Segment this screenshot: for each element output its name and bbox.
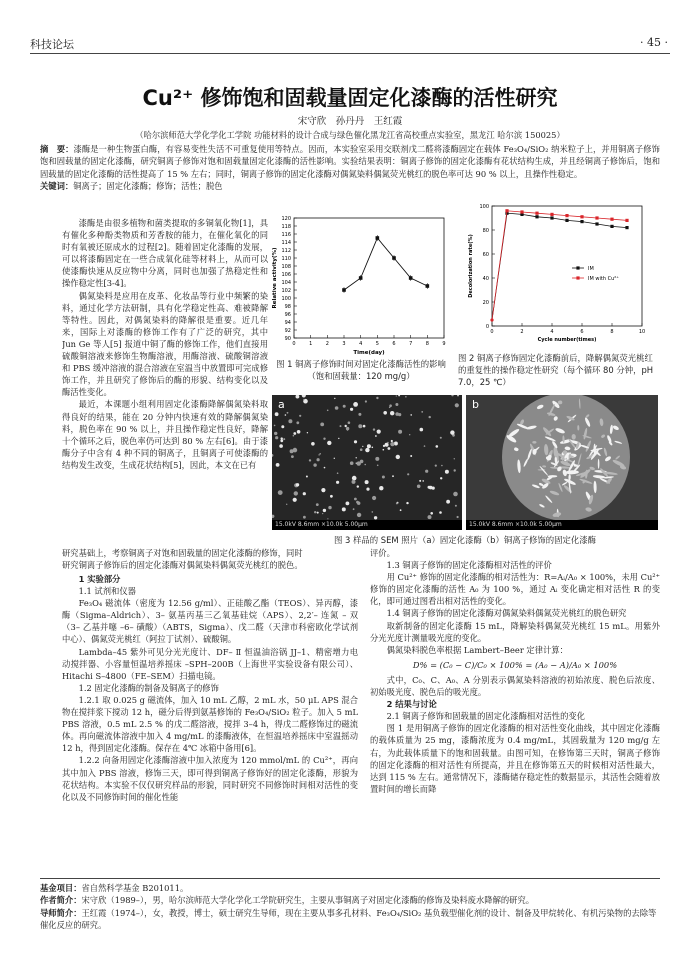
x-tick-label: 4 [550, 329, 554, 335]
y-tick-label: 100 [281, 296, 291, 302]
data-point [610, 225, 613, 228]
keywords-label: 关键词： [40, 181, 74, 192]
x-tick-label: 7 [409, 341, 413, 347]
paragraph: 评价。 [370, 548, 395, 558]
series-line [492, 213, 627, 320]
footnotes [40, 882, 660, 931]
sem-particle [334, 398, 335, 399]
sem-particle [350, 408, 353, 411]
series-line [492, 211, 627, 320]
sem-particle [302, 395, 306, 398]
sem-particle [293, 498, 297, 502]
sem-particle [328, 506, 331, 509]
sem-petal [598, 459, 600, 469]
data-point [580, 220, 583, 223]
text-line: 研究基础上，考察铜离子对饱和固载量的固定化漆酶的修饰，同时 [62, 548, 303, 558]
sem-particle [374, 516, 377, 519]
intro-paragraph: 漆酶是由很多植物和菌类提取的多铜氧化物[1]，具有催化多种酚类物质和芳香胺的能力，在催化氧化的同时有氧被还原成水的过程[2]。随着固定化漆酶的发展，可以将漆酶固定在一些合成氧化硅等材料上，从而可以使漆酶快速从反应物中分离，同时也加强了热稳定性和操作稳定性[3-4]。 [62, 218, 268, 289]
sem-particle [365, 400, 367, 402]
sem-particle [454, 469, 456, 471]
sem-particle [296, 395, 300, 399]
sem-particle [360, 460, 364, 464]
sem-particle [343, 405, 346, 408]
sem-particle [410, 414, 412, 416]
y-tick-label: 100 [479, 204, 489, 210]
data-point [535, 212, 538, 215]
sem-particle [358, 413, 361, 416]
data-point [426, 284, 430, 288]
y-axis-label: Relative activity(%) [272, 247, 278, 309]
sem-particle [385, 443, 389, 447]
sem-particle [272, 515, 274, 518]
x-tick-label: 2 [325, 341, 329, 347]
subsection-heading: 1.3 铜离子修饰的固定化漆酶相对活性的评价 [386, 560, 552, 571]
x-tick-label: 8 [610, 329, 614, 335]
sem-particle [320, 423, 324, 427]
sem-particle [383, 411, 387, 415]
sem-particle [303, 492, 306, 495]
legend-marker [576, 276, 579, 279]
author-note: 作者简介：宋守欣（1989–），男，哈尔滨师范大学化学化工学院研究生，主要从事铜离子对固定化漆酶的修饰及染料废水降解的研究。 [40, 895, 535, 906]
sem-particle [363, 425, 366, 428]
funding-note: 基金项目：省自然科学基金 B201011。 [40, 883, 189, 893]
sem-particle [293, 432, 296, 435]
formula: D% = (C₀ − C)/C₀ × 100% = (A₀ − A)/A₀ × 100% [412, 659, 618, 670]
sem-particle [287, 412, 289, 414]
paragraph: 1.2.1 取 0.025 g 磁流体，加入 10 mL 乙醇，2 mL 水，50 μL APS 混合物在搅拌浆下搅动 12 h，磁分后得到氨基修饰的 Fe₃O₄/SiO₂ 粒子。加入 5 mL PBS 溶液，0.5 mL 2.5 % 的戊二醛溶液，搅拌 3–4 h，得戊二醛修饰过的磁流体。再向磁流体溶液中加入 4 mg/mL 的漆酶液体，在恒温培养摇床中室温摇动 12 h，得到固定化漆酶。保存在 4℃ 冰箱中备用[6]。 [62, 694, 358, 754]
x-tick-label: 8 [425, 341, 429, 347]
legend-label: IM with Cu²⁺ [588, 276, 619, 282]
y-tick-label: 112 [281, 248, 291, 254]
sem-particle [350, 461, 354, 465]
sem-particle [358, 424, 362, 428]
sem-particle [322, 513, 323, 514]
authors: 宋守欣 孙丹丹 王红霞 [297, 116, 403, 127]
y-tick-label: 94 [284, 320, 291, 326]
sem-particle [377, 430, 381, 434]
sem-particle [346, 427, 349, 430]
y-tick-label: 108 [281, 264, 291, 270]
y-tick-label: 102 [281, 288, 291, 294]
figure-2-chart [458, 200, 658, 348]
sem-scale-bar-b: 15.0kV 8.6mm ×10.0k 5.00μm [466, 520, 658, 530]
data-point [565, 219, 568, 222]
abstract-text: 漆酶是一种生物蛋白酶，有容易变性失活不可重复使用等特点。因而，本实验室采用交联剂戊二醛将漆酶固定在载体 Fe₃O₄/SiO₂ 纳米粒子上，并用铜离子修饰饱和固载量的固定化漆酶，研究铜离子修饰对饱和固载量固定化漆酶的活性影响。实验结果表明：铜离子修饰的固定化漆酶有花状结构生成，并且经铜离子修饰后，饱和固载量的固定化漆酶的活性提高了 15 % 左右；同时，铜离子修饰的固定化漆酶对偶氮染料偶氮荧光桃红的脱色率可达 90 % 以上，且操作性稳定。 [40, 144, 660, 179]
sem-particle [439, 511, 442, 514]
sem-particle [345, 425, 347, 427]
sem-particle [291, 455, 294, 458]
sem-particle [388, 447, 391, 450]
y-tick-label: 0 [485, 324, 489, 330]
y-tick-label: 106 [281, 272, 291, 278]
sem-particle [311, 442, 315, 446]
sem-label-b: b [472, 398, 479, 411]
legend-marker [576, 266, 579, 269]
sem-particle [327, 441, 331, 445]
sem-particle [346, 502, 350, 506]
sem-particle [353, 402, 358, 407]
sem-particle [281, 437, 283, 439]
sem-particle [324, 467, 326, 469]
paragraph: Fe₃O₄ 磁流体（密度为 12.56 g/ml）、正硅酸乙酯（TEOS）、异丙醇，漆酶（Sigma–Aldrich）、3– 氨基丙基三乙氧基硅烷（APS）、2,2′– 连氮 – 双（3– 乙基并噻 –6– 磺酸）（ABTS，Sigma）、戊二醛（天津市科密欧化学试剂中心）、偶氮荧光桃红（阿拉丁试剂）、硫酸铜。 [62, 598, 358, 645]
sem-particle [360, 448, 363, 451]
data-point [409, 276, 413, 280]
sem-particle [457, 395, 459, 396]
x-tick-label: 5 [375, 341, 379, 347]
data-point [595, 222, 598, 225]
sem-particle [366, 488, 369, 491]
sem-particle [405, 396, 407, 398]
x-axis-label: Time(day) [353, 350, 385, 356]
sem-particle [314, 511, 316, 513]
sem-particle [382, 476, 385, 479]
sem-particle [429, 416, 431, 418]
y-tick-label: 120 [281, 216, 291, 222]
sem-particle [451, 395, 453, 396]
sem-particle [400, 509, 402, 511]
sem-particle [422, 480, 424, 482]
subsection-heading: 2.1 铜离子修饰和固载量的固定化漆酶相对活性的变化 [386, 711, 585, 722]
sem-particle [390, 442, 394, 446]
results-column [370, 547, 660, 871]
sem-particle [336, 481, 339, 484]
sem-particle [280, 439, 283, 442]
sem-particle [306, 476, 308, 478]
sem-particle [330, 495, 333, 498]
sem-particle [299, 415, 301, 417]
sem-particle [365, 480, 369, 484]
sem-particle [417, 485, 421, 489]
sem-particle [362, 446, 363, 447]
sem-image-b [466, 395, 658, 530]
sem-label-a: a [278, 398, 285, 411]
sem-particle [457, 516, 459, 518]
x-tick-label: 0 [292, 341, 296, 347]
sem-particle [394, 442, 398, 446]
x-tick-label: 4 [359, 341, 363, 347]
data-point [392, 256, 396, 260]
sem-particle [356, 457, 357, 458]
sem-particle [419, 480, 421, 482]
sem-particle [398, 395, 400, 396]
methods-column [62, 573, 358, 871]
page-number: · 45 · [640, 36, 668, 49]
sem-particle [321, 488, 325, 492]
sem-particle [441, 465, 443, 467]
sem-particle [296, 421, 299, 424]
sem-particle [340, 425, 342, 427]
sem-particle [375, 435, 377, 437]
sem-image-a [272, 395, 462, 530]
sem-particle [377, 465, 379, 467]
sem-particle [395, 412, 399, 416]
data-point [580, 215, 583, 218]
sem-particle [406, 502, 408, 504]
sem-particle [455, 403, 459, 407]
sem-particle [429, 486, 433, 490]
sem-particle [307, 432, 308, 433]
sem-particle [278, 490, 283, 495]
section-heading: 1 实验部分 [78, 574, 121, 584]
data-point [565, 214, 568, 217]
sem-particle [356, 501, 359, 504]
y-tick-label: 98 [284, 304, 291, 310]
sem-particle [454, 458, 455, 459]
paragraph: Lambda–45 紫外可见分光光度计、DF– Ⅱ 恒温油浴锅 JJ–1、精密增力电动搅拌器、小容量恒温培养摇床 –SPH–200B（上海世平实验设备有限公司）、Hitachi S–4800（FE–SEM）扫描电镜。 [62, 646, 358, 681]
y-tick-label: 92 [284, 328, 291, 334]
data-point [505, 209, 508, 212]
figure-2-caption: 图 2 铜离子修饰固定化漆酶前后，降解偶氮荧光桃红的重复性的操作稳定性研究（每个循环 80 分钟，pH 7.0，25 ℃） [458, 353, 654, 387]
figure-1-chart [268, 210, 454, 362]
sem-particle [375, 457, 379, 461]
plot-frame [294, 218, 444, 338]
sem-particle [367, 444, 371, 448]
figure-1-caption: 图 1 铜离子修饰时间对固定化漆酶活性的影响（饱和固载量：120 mg/g） [276, 359, 446, 381]
data-point [550, 216, 553, 219]
sem-particle [354, 440, 357, 443]
sem-particle [395, 403, 398, 406]
sem-particle [387, 442, 389, 444]
data-line [344, 238, 427, 290]
y-tick-label: 110 [281, 256, 291, 262]
sem-particle [348, 421, 351, 424]
sem-particle [316, 503, 319, 506]
sem-particle [274, 432, 277, 435]
sem-particle [356, 463, 357, 464]
sem-particle [275, 436, 278, 439]
sem-particle [373, 428, 375, 430]
sem-particle [303, 399, 304, 400]
sem-particle [407, 473, 409, 475]
sem-particle [283, 438, 285, 440]
sem-particle [357, 485, 359, 487]
sem-particle [440, 477, 442, 479]
sem-particle [319, 453, 321, 455]
sem-particle [272, 454, 273, 457]
sem-particle [294, 491, 298, 495]
sem-particle [281, 425, 284, 428]
sem-particle [293, 435, 295, 437]
section-heading: 2 结果与讨论 [386, 699, 437, 710]
data-point [359, 276, 363, 280]
data-point [550, 213, 553, 216]
plot-frame [492, 206, 642, 326]
paragraph: 图 1 是用铜离子修饰的固定化漆酶的相对活性变化曲线，其中固定化漆酶的载体质量为 25 mg，漆酶浓度为 0.4 mg/mL，其固载量为 120 mg/g 左右，为此载体质量下的饱和固载量。由图可知，在修饰第三天时，铜离子修饰的固定化漆酶的相对活性有所提高，并且在修饰第五天的时候相对活性最大，达到 115 % 左右。通常情况下，漆酶储存稳定性的数据显示，其活性会随着放置时间的增长而降 [370, 723, 660, 794]
x-tick-label: 1 [309, 341, 313, 347]
y-axis-label: Decolorization rate(%) [468, 234, 474, 298]
x-tick-label: 10 [638, 329, 646, 335]
header-rule [30, 53, 670, 54]
abstract-label: 摘 要： [40, 144, 74, 154]
sem-particle [335, 406, 339, 410]
data-point [342, 288, 346, 292]
sem-particle [424, 445, 426, 447]
sem-particle [274, 425, 276, 427]
text-line: 研究铜离子修饰后的固定化漆酶对偶氮染料偶氮荧光桃红的脱色。 [62, 560, 303, 571]
sem-particle [409, 434, 410, 435]
sem-particle [446, 500, 450, 504]
paragraph: 用 Cu²⁺ 修饰的固定化漆酶的相对活性为：R=Aᵢ/A₀ × 100%，未用 Cu²⁺ 修饰的固定化漆酶的活性 A₀ 为 100 %，通过 Aᵢ 变化确定相对活性 R 的变化，即可通过图看出相对活性的变化。 [370, 572, 660, 607]
paragraph: 式中，C₀、C、A₀、A 分别表示偶氮染料溶液的初始浓度、脱色后浓度、初始吸光度、脱色后的吸光度。 [370, 674, 660, 698]
y-tick-label: 60 [482, 252, 489, 258]
sem-petal [532, 441, 536, 444]
abstract [40, 143, 660, 193]
x-tick-label: 6 [580, 329, 584, 335]
paragraph: 取新制备的固定化漆酶 15 mL，降解染料偶氮荧光桃红 15 mL。用紫外分光光度计测量吸光度的变化。 [370, 620, 660, 643]
sem-particle [354, 498, 357, 501]
sem-particle [352, 476, 357, 481]
sem-particle [430, 512, 433, 515]
sem-particle [420, 428, 424, 432]
sem-scale-bar-a: 15.0kV 8.6mm ×10.0k 5.00μm [272, 520, 462, 530]
sem-particle [376, 397, 378, 399]
sem-particle [342, 507, 346, 511]
sem-particle [396, 502, 398, 504]
data-point [625, 219, 628, 222]
y-tick-label: 116 [281, 232, 291, 238]
data-point [520, 210, 523, 213]
legend-label: IM [588, 266, 594, 272]
sem-particle [313, 463, 316, 466]
page-title: Cu²⁺ 修饰饱和固载量固定化漆酶的活性研究 [142, 86, 558, 110]
sem-particle [317, 512, 319, 514]
sem-particle [286, 504, 287, 505]
sem-particle [392, 475, 394, 477]
sem-particle [396, 395, 397, 396]
subsection-heading: 1.1 试剂和仪器 [78, 586, 136, 597]
intro-paragraph: 偶氮染料是应用在皮革、化妆品等行业中频繁的染料，通过化学方法研制，具有化学稳定性高、难被降解等特性。因此，对偶氮染料的降解很是重要。近几年来，国际上对漆酶的修饰工作有了广泛的研究，其中 Jun Ge 等人[5] 报道中铜了酶的修饰工作，他们直接用硫酸铜溶液来修饰生物酶溶液，用酶溶液、硫酸铜溶液和 PBS 缓冲溶液的混合溶液在室温当中放置即可完成修饰工作，并且研究了修饰后的酶的形貌、结构变化以及酶活性变化。 [62, 290, 268, 398]
x-tick-label: 3 [342, 341, 346, 347]
sem-particle [352, 480, 356, 484]
keywords-text: 铜离子；固定化漆酶；修饰；活性；脱色 [73, 181, 223, 192]
y-tick-label: 118 [281, 224, 291, 230]
sem-particle [425, 470, 428, 473]
sem-particle [435, 465, 437, 467]
sem-particle [275, 412, 279, 416]
sem-particle [323, 438, 325, 440]
start-point [490, 318, 493, 321]
sem-particle [440, 437, 442, 439]
sem-particle [317, 458, 320, 461]
sem-particle [323, 509, 326, 512]
sem-particle [365, 448, 369, 452]
sem-particle [453, 492, 458, 497]
sem-particle [398, 430, 402, 434]
sem-particle [379, 486, 383, 490]
data-point [535, 215, 538, 218]
intro-paragraph: 最近，本课题小组利用固定化漆酶降解偶氮染料取得良好的结果，能在 20 分钟内快速有效的降解偶氮染料，脱色率在 90 % 以上，并且操作稳定性良好，降解十个循环之后，脱色率仍可达到 80 % 左右[6]。由于漆酶分子中含有 4 种不同的铜离子，且铜离子可使漆酶的结构发生改变，生成花状结构[5]，因此，本文在已有 [62, 399, 268, 470]
sem-particle [290, 449, 294, 453]
x-tick-label: 9 [442, 341, 446, 347]
sem-particle [296, 483, 299, 486]
sem-particle [383, 449, 385, 451]
sem-particle [303, 516, 306, 519]
x-tick-label: 2 [520, 329, 524, 335]
sem-particle [372, 511, 374, 513]
sem-particle [391, 440, 393, 442]
footnote-rule [40, 878, 660, 879]
sem-particle [337, 472, 339, 474]
intro-continuation [62, 547, 362, 571]
x-tick-label: 6 [392, 341, 396, 347]
sem-particle [396, 455, 400, 459]
sem-particle [445, 470, 449, 474]
sem-particle [372, 447, 374, 449]
sem-particle [436, 445, 439, 448]
sem-particle [455, 505, 457, 507]
sem-particle [279, 444, 283, 448]
sem-particle [327, 410, 329, 412]
sem-particle [318, 454, 319, 455]
sem-particle [372, 496, 376, 500]
sem-particle [309, 459, 311, 461]
y-tick-label: 20 [482, 300, 489, 306]
x-axis-label: Cycle number(times) [537, 337, 597, 343]
sem-particle [334, 458, 335, 459]
y-tick-label: 80 [482, 228, 489, 234]
y-tick-label: 90 [284, 336, 291, 342]
subsection-heading: 1.4 铜离子修饰的固定化漆酶对偶氮染料偶氮荧光桃红的脱色研究 [386, 608, 627, 619]
sem-particle [353, 508, 355, 510]
intro-column [62, 217, 268, 559]
data-point [625, 226, 628, 229]
y-tick-label: 40 [482, 276, 489, 282]
sem-particle [428, 515, 432, 519]
sem-particle [357, 513, 361, 517]
sem-particle [288, 419, 292, 423]
sem-particle [389, 407, 391, 409]
sem-particle [410, 455, 412, 457]
y-tick-label: 114 [281, 240, 291, 246]
sem-particle [297, 430, 301, 434]
journal-section: 科技论坛 [30, 38, 74, 51]
x-tick-label: 0 [490, 329, 494, 335]
paragraph: 偶氮染料脱色率根据 Lambert–Beer 定律计算： [386, 644, 568, 655]
data-point [376, 236, 380, 240]
sem-particle [285, 414, 287, 416]
sem-particle [390, 411, 394, 415]
affiliation: （哈尔滨师范大学化学化工学院 功能材料的设计合成与绿色催化黑龙江省高校重点实验室，黑龙江 哈尔滨 150025） [135, 130, 565, 140]
sem-particle [338, 438, 339, 439]
sem-particle [421, 411, 423, 413]
sem-particle [450, 430, 454, 434]
y-tick-label: 104 [281, 280, 291, 286]
data-point [595, 216, 598, 219]
sem-particle [276, 463, 280, 467]
paragraph: 1.2.2 向备用固定化漆酶溶液中加入浓度为 120 mmol/mL 的 Cu²⁺，再向其中加入 PBS 溶液，修饰三天，即可得到铜离子修饰好的固定化漆酶，形貌为花状结构。本实验不仅仅研究样品的形貌，同时研究不同修饰时间相对活性的变化以及不同修饰时间的催化性能 [62, 755, 358, 802]
data-point [610, 218, 613, 221]
subsection-heading: 1.2 固定化漆酶的制备及铜离子的修饰 [78, 682, 219, 693]
sem-particle [364, 464, 366, 466]
y-tick-label: 96 [284, 312, 291, 318]
figure-3-caption: 图 3 样品的 SEM 照片（a）固定化漆酶（b）铜离子修饰的固定化漆酶 [333, 535, 596, 545]
advisor-note: 导师简介：王红霞（1974–），女，教授，博士，硕士研究生导师，现在主要从事多孔材料、Fe₃O₄/SiO₂ 基负载型催化剂的设计、制备及甲烷转化、有机污染物的去除等催化反应的研究。 [40, 907, 657, 930]
